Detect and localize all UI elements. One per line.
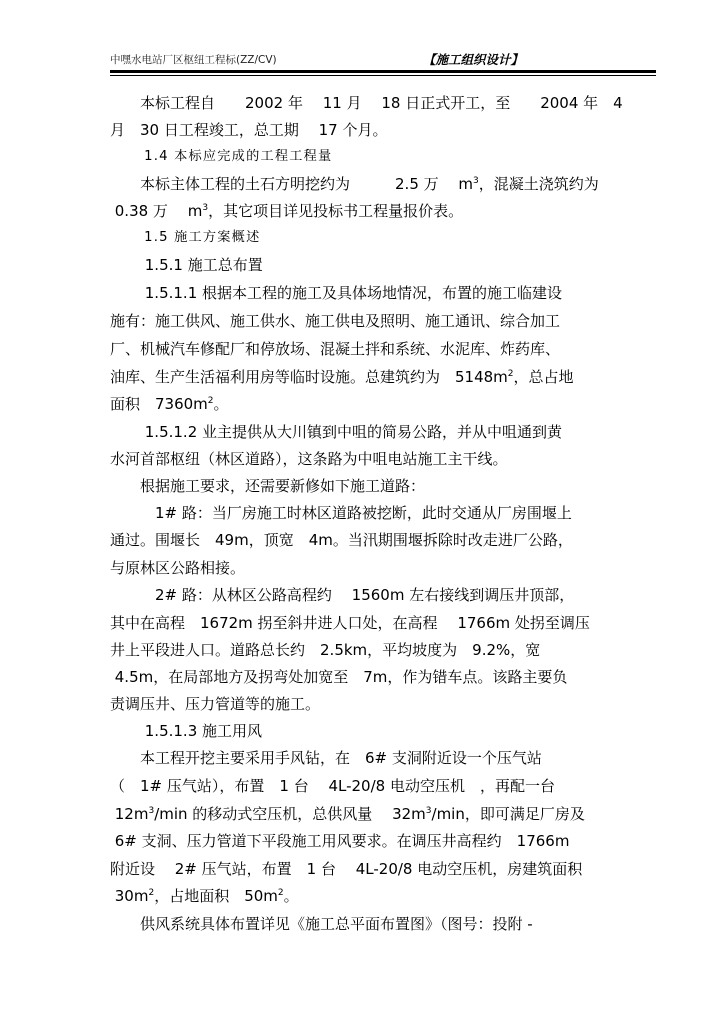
body-line: $12m^3/\min$ 的移动式空压机，总供风量 $32m^3/\min$，即可满足厂房及 [110, 805, 585, 823]
section-heading-1-5-1-3: 1.5.1.3 施工用风 [110, 722, 263, 740]
body-line: $30m^2$，占地面积 $50m^2$。 [110, 887, 299, 905]
section-heading-1-4: 1.4 本标应完成的工程工程量 [110, 149, 333, 164]
body-line: 油库、生产生活福利用房等临时设施。总建筑约为 $5148m^2$，总占地 [110, 368, 574, 386]
body-line: 与原林区公路相接。 [110, 559, 246, 577]
section-heading-1-5-1: 1.5.1 施工总布置 [110, 256, 263, 274]
page-header [110, 48, 656, 70]
header-document-title: 【施工组织设计】 [423, 52, 524, 67]
section-heading-1-5: 1.5 施工方案概述 [110, 230, 261, 245]
body-line: 厂、机械汽车修配厂和停放场、混凝土拌和系统、水泥库、炸药库、 [110, 340, 561, 358]
body-line: 面积 $7360m^2$。 [110, 395, 229, 413]
body-line: 施有：施工供风、施工供水、施工供电及照明、施工通讯、综合加工 [110, 312, 561, 330]
body-line: 6# 支洞、压力管道下平段施工用风要求。在调压井高程约 1766m [110, 832, 570, 850]
header-rule-thick [110, 70, 656, 73]
body-line: 1.5.1.2 业主提供从大川镇到中咀的简易公路，并从中咀通到黄 [110, 423, 563, 441]
header-rule-thin [110, 75, 656, 76]
body-line: 责调压井、压力管道等的施工。 [110, 695, 321, 713]
body-line: 1# 路：当厂房施工时林区道路被挖断，此时交通从厂房围堰上 [110, 504, 572, 522]
body-line: 根据施工要求，还需要新修如下施工道路： [110, 477, 426, 495]
body-line: 本工程开挖主要采用手风钻，在 6# 支洞附近设一个压气站 [110, 749, 542, 767]
body-line: 通过。围堰长 49m，顶宽 4m。当汛期围堰拆除时改走进厂公路， [110, 531, 573, 549]
body-line: 1.5.1.1 根据本工程的施工及具体场地情况，布置的施工临建设 [110, 284, 563, 302]
body-line: （ 1# 压气站），布置 1 台 4L-20/8 电动空压机 ，再配一台 [110, 777, 555, 795]
body-line: 附近设 2# 压气站，布置 1 台 4L-20/8 电动空压机，房建筑面积 [110, 860, 583, 878]
body-line: 月 30 日工程竣工，总工期 17 个月。 [110, 121, 388, 139]
body-line: 本标工程自 2002 年 11 月 18 日正式开工，至 2004 年 4 [110, 94, 623, 112]
body-line: 本标主体工程的土石方明挖约为 2.5 万 $m^3$，混凝土浇筑约为 [110, 175, 599, 193]
body-line: 供风系统具体布置详见《施工总平面布置图》（图号：投附 - [110, 915, 533, 933]
body-line: 水河首部枢纽（林区道路），这条路为中咀电站施工主干线。 [110, 450, 508, 468]
body-line: 4.5m，在局部地方及拐弯处加宽至 7m，作为错车点。该路主要负 [110, 668, 568, 686]
body-line: 0.38 万 $m^3$，其它项目详见投标书工程量报价表。 [110, 202, 464, 220]
body-line: 井上平段进人口。道路总长约 2.5km，平均坡度为 9.2%，宽 [110, 641, 541, 659]
body-line: 其中在高程 1672m 拐至斜井进人口处，在高程 1766m 处拐至调压 [110, 614, 590, 632]
body-line: 2# 路：从林区公路高程约 1560m 左右接线到调压井顶部， [110, 586, 575, 604]
header-project-name: 中嘿水电站厂区枢纽工程标(ZZ/CV) [110, 54, 277, 66]
